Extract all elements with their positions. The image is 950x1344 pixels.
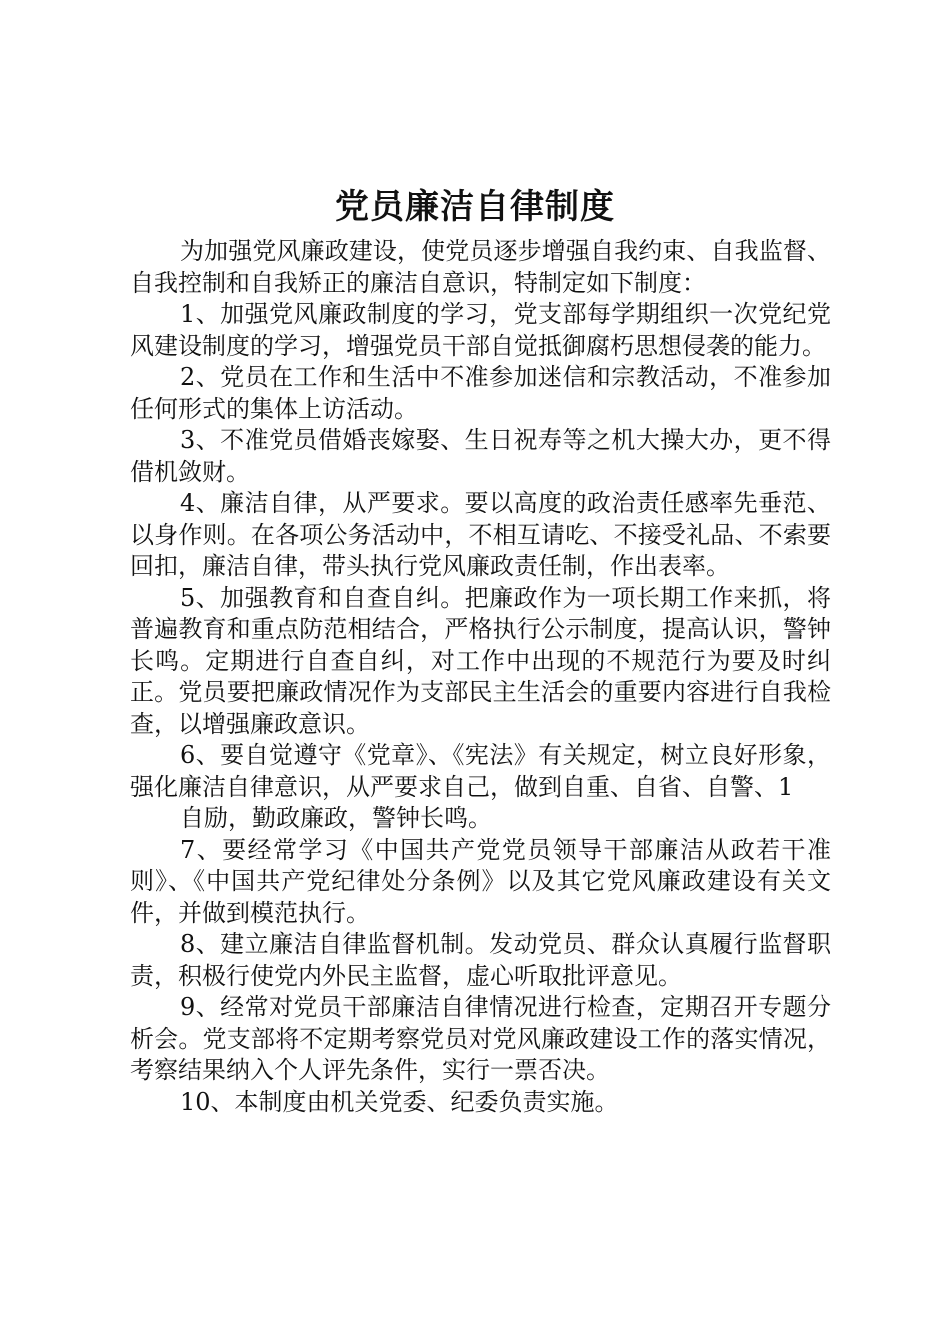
rule-paragraph-10: 10、本制度由机关党委、纪委负责实施。 (180, 1087, 619, 1116)
rule-paragraph-9: 9、经常对党员干部廉洁自律情况进行检查，定期召开专题分析会。党支部将不定期考察党员对党风廉政建设工作的落实情况，考察结果纳入个人评先条件，实行一票否决。 (130, 993, 831, 1084)
rule-paragraph-1: 1、加强党风廉政制度的学习，党支部每学期组织一次党纪党风建设制度的学习，增强党员干部自觉抵御腐朽思想侵袭的能力。 (130, 300, 831, 360)
rule-paragraph-3: 3、不准党员借婚丧嫁娶、生日祝寿等之机大操大办，更不得借机敛财。 (130, 426, 831, 486)
rule-paragraph-5: 5、加强教育和自查自纠。把廉政作为一项长期工作来抓，将普遍教育和重点防范相结合，严格执行公示制度，提高认识，警钟长鸣。定期进行自查自纠，对工作中出现的不规范行为要及时纠正。党员要把廉政情况作为支部民主生活会的重要内容进行自我检查，以增强廉政意识。 (130, 583, 831, 738)
rule-paragraph-6-continued: 自励，勤政廉政，警钟长鸣。 (180, 804, 492, 832)
rule-paragraph-7: 7、要经常学习《中国共产党党员领导干部廉洁从政若干准则》、《中国共产党纪律处分条例》以及其它党风廉政建设有关文件，并做到模范执行。 (130, 835, 831, 927)
document-title: 党员廉洁自律制度 (335, 187, 615, 227)
rule-paragraph-2: 2、党员在工作和生活中不准参加迷信和宗教活动，不准参加任何形式的集体上访活动。 (130, 363, 831, 423)
rule-paragraph-4: 4、廉洁自律，从严要求。要以高度的政治责任感率先垂范、以身作则。在各项公务活动中，不相互请吃、不接受礼品、不索要回扣，廉洁自律，带头执行党风廉政责任制，作出表率。 (130, 489, 831, 580)
rule-paragraph-8: 8、建立廉洁自律监督机制。发动党员、群众认真履行监督职责，积极行使党内外民主监督，虚心听取批评意见。 (130, 930, 831, 990)
document-body (130, 236, 831, 1118)
rule-paragraph-6: 6、要自觉遵守《党章》、《宪法》有关规定，树立良好形象，强化廉洁自律意识，从严要求自己，做到自重、自省、自警、1 (130, 741, 831, 801)
intro-paragraph: 为加强党风廉政建设，使党员逐步增强自我约束、自我监督、自我控制和自我矫正的廉洁自意识，特制定如下制度： (130, 237, 831, 297)
